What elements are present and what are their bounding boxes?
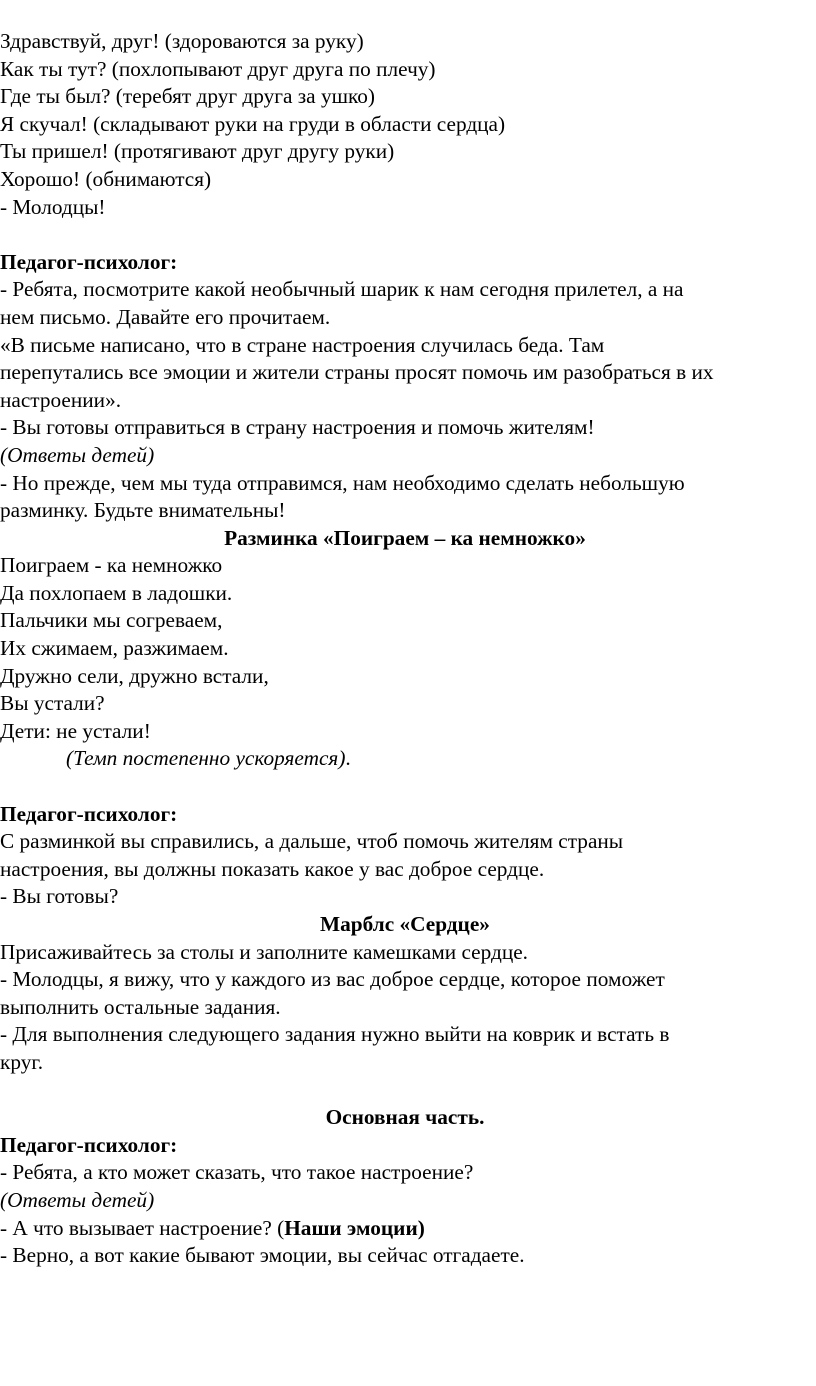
text-line bbox=[0, 939, 810, 967]
line-text: Разминка «Поиграем – ка немножко» bbox=[224, 525, 586, 550]
line-text: - Для выполнения следующего задания нужно выйти на коврик и встать в bbox=[0, 1022, 670, 1047]
text-line bbox=[0, 1021, 810, 1049]
line-text: «В письме написано, что в стране настроения случилась беда. Там bbox=[0, 332, 605, 357]
text-line bbox=[0, 718, 810, 746]
heading-line bbox=[0, 1104, 810, 1132]
text-line bbox=[0, 138, 810, 166]
line-text: Поиграем - ка немножко bbox=[0, 553, 223, 578]
line-text: Педагог-психолог: bbox=[0, 1132, 178, 1157]
line-text: - Ребята, посмотрите какой необычный шарик к нам сегодня прилетел, а на bbox=[0, 277, 684, 302]
line-text: Дети: не устали! bbox=[0, 718, 151, 743]
heading-line bbox=[0, 1132, 810, 1160]
text-line bbox=[0, 359, 810, 387]
heading-line bbox=[0, 525, 810, 553]
line-text: настроении». bbox=[0, 387, 122, 412]
line-text: Их сжимаем, разжимаем. bbox=[0, 636, 229, 661]
line-suffix: . bbox=[345, 746, 351, 771]
line-text: настроения, вы должны показать какое у вас доброе сердце. bbox=[0, 856, 545, 881]
line-text: Здравствуй, друг! (здороваются за руку) bbox=[0, 29, 364, 53]
text-line bbox=[0, 1215, 810, 1243]
text-line bbox=[0, 580, 810, 608]
line-text: Педагог-психолог: bbox=[0, 801, 178, 826]
line-text: - Вы готовы? bbox=[0, 884, 119, 909]
line-text: (Ответы детей) bbox=[0, 442, 155, 467]
blank-line bbox=[0, 773, 810, 801]
line-text: Педагог-психолог: bbox=[0, 249, 178, 274]
text-line bbox=[0, 635, 810, 663]
heading-line bbox=[0, 249, 810, 277]
line-text: Дружно сели, дружно встали, bbox=[0, 663, 269, 688]
text-line bbox=[0, 111, 810, 139]
text-line bbox=[0, 304, 810, 332]
line-text: круг. bbox=[0, 1049, 44, 1074]
blank-line bbox=[0, 221, 810, 249]
line-text: Я скучал! (складывают руки на груди в области сердца) bbox=[0, 111, 506, 136]
line-text: Хорошо! (обнимаются) bbox=[0, 166, 212, 191]
text-line bbox=[0, 442, 810, 470]
text-line bbox=[0, 194, 810, 222]
text-line bbox=[0, 83, 810, 111]
line-text: нем письмо. Давайте его прочитаем. bbox=[0, 304, 331, 329]
line-bold-tail: Наши эмоции) bbox=[284, 1215, 425, 1240]
text-line bbox=[0, 28, 810, 56]
blank-line bbox=[0, 1077, 810, 1105]
line-text: Вы устали? bbox=[0, 691, 105, 716]
line-text: (Ответы детей) bbox=[0, 1187, 155, 1212]
document-page bbox=[0, 28, 810, 1270]
line-text: С разминкой вы справились, а дальше, чтоб помочь жителям страны bbox=[0, 829, 624, 854]
text-line bbox=[0, 552, 810, 580]
text-line bbox=[0, 332, 810, 360]
heading-line bbox=[0, 911, 810, 939]
text-line bbox=[0, 745, 810, 773]
line-text: - Молодцы, я вижу, что у каждого из вас доброе сердце, которое поможет bbox=[0, 967, 665, 992]
text-line bbox=[0, 994, 810, 1022]
line-text: - Вы готовы отправиться в страну настроения и помочь жителям! bbox=[0, 415, 595, 440]
text-line bbox=[0, 856, 810, 884]
text-line bbox=[0, 276, 810, 304]
text-line bbox=[0, 470, 810, 498]
heading-line bbox=[0, 801, 810, 829]
text-line bbox=[0, 607, 810, 635]
text-line bbox=[0, 497, 810, 525]
line-text: Марблс «Сердце» bbox=[320, 912, 490, 936]
text-line bbox=[0, 883, 810, 911]
line-text: Где ты был? (теребят друг друга за ушко) bbox=[0, 84, 376, 109]
line-text: Да похлопаем в ладошки. bbox=[0, 580, 233, 605]
text-line bbox=[0, 1242, 810, 1270]
line-text: Как ты тут? (похлопывают друг друга по плечу) bbox=[0, 56, 436, 81]
text-line bbox=[0, 414, 810, 442]
text-line bbox=[0, 663, 810, 691]
line-text: - Молодцы! bbox=[0, 194, 106, 219]
text-line bbox=[0, 690, 810, 718]
line-text: Ты пришел! (протягивают друг другу руки) bbox=[0, 139, 395, 164]
line-text: - Но прежде, чем мы туда отправимся, нам необходимо сделать небольшую bbox=[0, 470, 685, 495]
line-text: Основная часть. bbox=[325, 1105, 485, 1130]
line-text: Пальчики мы согреваем, bbox=[0, 608, 223, 633]
line-text: перепутались все эмоции и жители страны просят помочь им разобраться в их bbox=[0, 360, 714, 385]
text-line bbox=[0, 828, 810, 856]
text-line bbox=[0, 966, 810, 994]
text-line bbox=[0, 1187, 810, 1215]
line-text: Присаживайтесь за столы и заполните камешками сердце. bbox=[0, 939, 529, 964]
line-text: - А что вызывает настроение? ( bbox=[0, 1215, 285, 1240]
line-text: разминку. Будьте внимательны! bbox=[0, 498, 286, 523]
text-line bbox=[0, 387, 810, 415]
line-text: (Темп постепенно ускоряется) bbox=[66, 746, 346, 771]
line-text: выполнить остальные задания. bbox=[0, 994, 281, 1019]
text-line bbox=[0, 1049, 810, 1077]
text-line bbox=[0, 1159, 810, 1187]
text-line bbox=[0, 56, 810, 84]
line-text: - Верно, а вот какие бывают эмоции, вы сейчас отгадаете. bbox=[0, 1243, 525, 1268]
line-text: - Ребята, а кто может сказать, что такое настроение? bbox=[0, 1160, 474, 1185]
text-line bbox=[0, 166, 810, 194]
